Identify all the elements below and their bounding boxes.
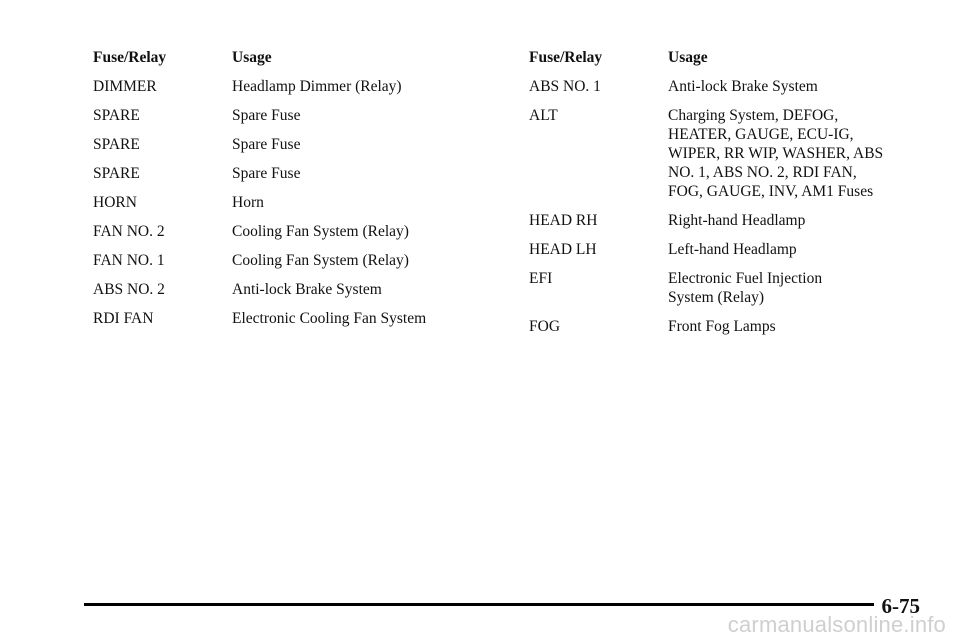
fuse-usage: Electronic Cooling Fan System [232, 310, 427, 327]
fuse-usage: Charging System, DEFOG, HEATER, GAUGE, ECU-IG, WIPER, RR WIP, WASHER, ABS NO. 1, ABS NO. 2, RDI FAN, FOG, GAUGE, INV, AM1 Fuses [668, 107, 884, 200]
table-row [529, 77, 929, 106]
fuse-usage: Right-hand Headlamp [668, 212, 806, 229]
table-header-row [529, 48, 929, 77]
fuse-usage: Anti-lock Brake System [232, 281, 382, 298]
fuse-name: DIMMER [93, 78, 157, 95]
table-row [529, 211, 929, 240]
fuse-name: SPARE [93, 165, 140, 182]
fuse-name: HEAD LH [529, 241, 597, 258]
table-header-row [93, 48, 493, 77]
header-fuse-relay: Fuse/Relay [529, 49, 603, 66]
table-row [93, 106, 493, 135]
fuse-usage: Cooling Fan System (Relay) [232, 223, 409, 240]
header-usage: Usage [668, 49, 708, 66]
fuse-name: ALT [529, 107, 558, 124]
fuse-usage: Anti-lock Brake System [668, 78, 818, 95]
header-usage: Usage [232, 49, 272, 66]
fuse-usage: Spare Fuse [232, 165, 301, 182]
fuse-name: SPARE [93, 107, 140, 124]
fuse-name: FAN NO. 2 [93, 223, 165, 240]
page-number: 6-75 [881, 594, 920, 618]
fuse-usage: Electronic Fuel Injection System (Relay) [668, 270, 823, 306]
header-fuse-relay: Fuse/Relay [93, 49, 167, 66]
fuse-name: FOG [529, 318, 561, 335]
fuse-usage: Headlamp Dimmer (Relay) [232, 78, 402, 95]
fuse-name: HEAD RH [529, 212, 598, 229]
fuse-name: HORN [93, 194, 137, 211]
table-row [93, 280, 493, 309]
table-row [93, 251, 493, 280]
table-row [93, 77, 493, 106]
fuse-name: SPARE [93, 136, 140, 153]
fuse-usage: Spare Fuse [232, 136, 301, 153]
fuse-name: ABS NO. 2 [93, 281, 165, 298]
table-row [93, 309, 493, 338]
fuse-usage: Front Fog Lamps [668, 318, 776, 335]
fuse-table-left [93, 48, 493, 338]
fuse-usage: Left-hand Headlamp [668, 241, 797, 258]
table-row [529, 269, 929, 317]
fuse-name: FAN NO. 1 [93, 252, 165, 269]
fuse-name: ABS NO. 1 [529, 78, 601, 95]
table-row [93, 164, 493, 193]
table-row [93, 135, 493, 164]
fuse-usage: Spare Fuse [232, 107, 301, 124]
footer-rule [84, 603, 874, 606]
watermark: carmanualsonline.info [727, 612, 946, 637]
table-row [529, 106, 929, 211]
fuse-usage: Cooling Fan System (Relay) [232, 252, 409, 269]
fuse-usage: Horn [232, 194, 264, 211]
table-row [529, 317, 929, 346]
table-row [93, 222, 493, 251]
table-row [93, 193, 493, 222]
fuse-name: EFI [529, 270, 553, 287]
fuse-table-right [529, 48, 929, 346]
fuse-name: RDI FAN [93, 310, 154, 327]
table-row [529, 240, 929, 269]
